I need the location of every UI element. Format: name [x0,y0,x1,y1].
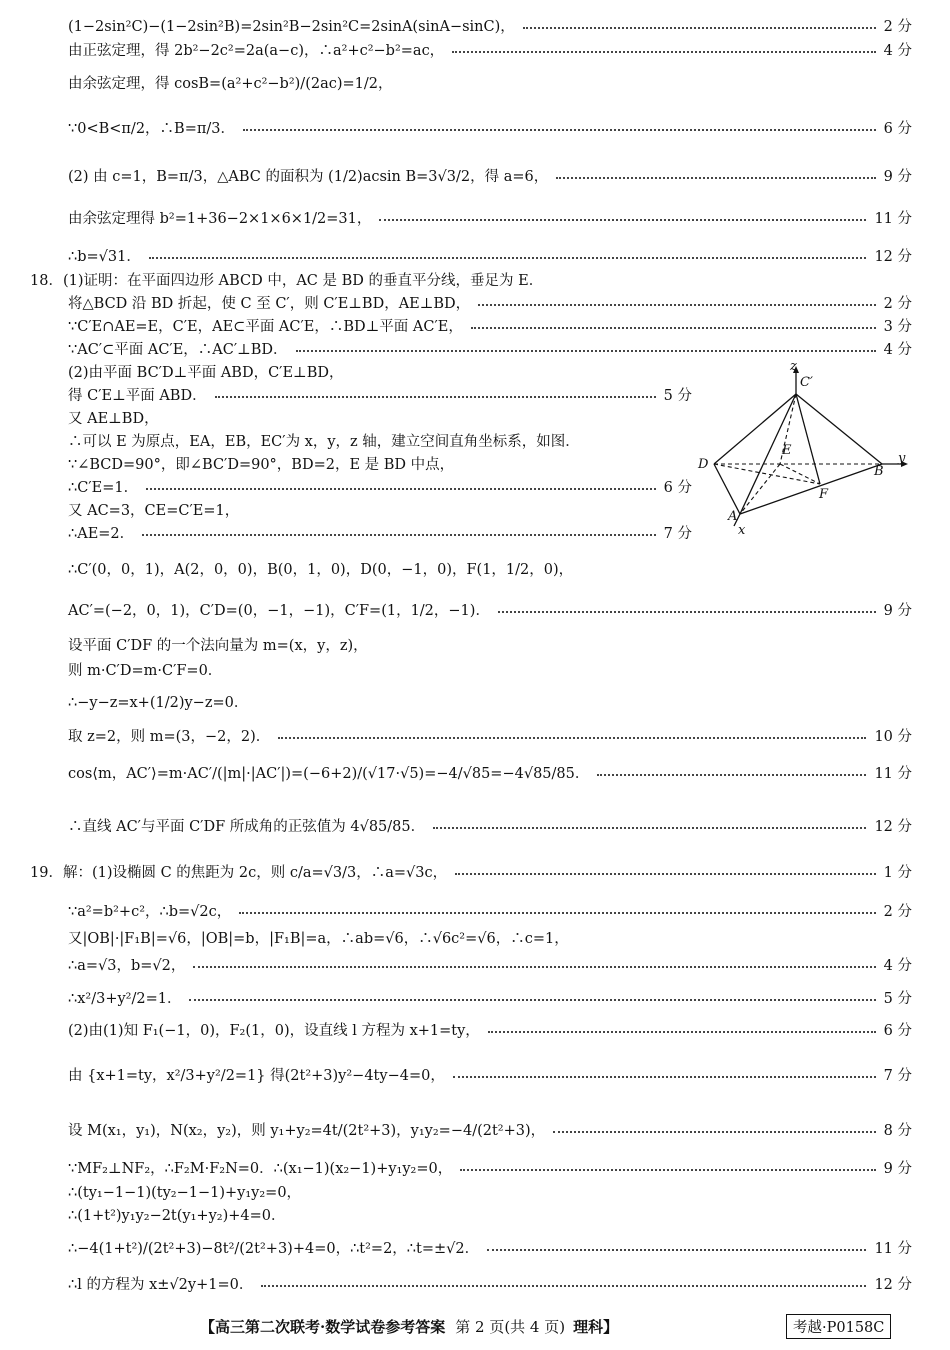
label-x: x [738,523,746,537]
question-19-heading: 19．解：(1)设椭圆 C 的焦距为 2c，则 c/a=√3/3，∴a=√3c， 1 分 [30,865,912,881]
label-d: D [698,457,709,472]
solution-line: ∵∠BCD=90°，即∠BC′D=90°，BD=2，E 是 BD 中点， [68,457,455,473]
solution-line: ∵C′E∩AE=E，C′E，AE⊂平面 AC′E，∴BD⊥平面 AC′E， 3 分 [68,319,912,335]
solution-line: ∴x²/3+y²/2=1． 5 分 [68,991,912,1007]
solution-line: 又 AC=3，CE=C′E=1， [68,503,240,519]
solution-line: 由 {x+1=ty，x²/3+y²/2=1} 得(2t²+3)y²−4ty−4=0， 7 分 [68,1068,912,1084]
edge-cf [796,394,820,484]
solution-line: 由正弦定理，得 2b²−2c²=2a(a−c)，∴a²+c²−b²=ac， 4 分 [68,43,912,59]
solution-line: ∴(ty₁−1−1)(ty₂−1−1)+y₁y₂=0， [68,1185,302,1201]
label-b: B [874,464,884,479]
label-f: F [819,487,829,502]
edge-cb [796,394,882,464]
solution-line: 设平面 C′DF 的一个法向量为 m=(x，y，z)， [68,638,368,654]
solution-line: 又 AE⊥BD， [68,411,159,427]
edge-da [714,464,740,514]
solution-line: 将△BCD 沿 BD 折起，使 C 至 C′，则 C′E⊥BD，AE⊥BD， 2 分 [68,296,912,312]
solution-line: ∴C′(0，0，1)，A(2，0，0)，B(0，1，0)，D(0，−1，0)，F(1，1/2，0)， [68,562,574,578]
solution-line: 则 m·C′D=m·C′F=0． [68,663,223,679]
label-a: A [728,509,738,524]
solution-line: 由余弦定理，得 cosB=(a²+c²−b²)/(2ac)=1/2， [68,76,393,92]
solution-line: ∴(1+t²)y₁y₂−2t(y₁+y₂)+4=0． [68,1208,286,1224]
solution-line: 又|OB|·|F₁B|=√6，|OB|=b，|F₁B|=a，∴ab=√6，∴√6c²=√6，∴c=1， [68,931,569,947]
solution-line: (2) 由 c=1，B=π/3，△ABC 的面积为 (1/2)acsin B=3√3/2，得 a=6， 9 分 [68,169,912,185]
solution-line: ∴可以 E 为原点，EA，EB，EC′为 x，y，z 轴，建立空间直角坐标系，如图． [68,434,580,450]
footer-subject: 理科】 [573,1318,619,1336]
solution-line: (2)由(1)知 F₁(−1，0)，F₂(1，0)，设直线 l 方程为 x+1=ty， 6 分 [68,1023,912,1039]
solution-line: ∴AE=2． 7 分 [68,526,692,542]
page-footer [200,1316,618,1337]
solution-line: ∵a²=b²+c²，∴b=√2c， 2 分 [68,904,912,920]
solution-line: ∴C′E=1． 6 分 [68,480,692,496]
solution-line: (1−2sin²C)−(1−2sin²B)=2sin²B−2sin²C=2sinA(sinA−sinC)， 2 分 [68,19,912,35]
solution-line: cos⟨m，AC′⟩=m·AC′/(|m|·|AC′|)=(−6+2)/(√17·√5)=−4/√85=−4√85/85． 11 分 [68,766,912,782]
solution-line: 由余弦定理得 b²=1+36−2×1×6×1/2=31， 11 分 [68,211,912,227]
solution-line: 取 z=2，则 m=(3，−2，2)． 10 分 [68,729,912,745]
solution-line: ∵MF₂⊥NF₂，∴F₂M·F₂N=0．∴(x₁−1)(x₂−1)+y₁y₂=0， 9 分 [68,1161,912,1177]
solution-line: ∵AC′⊂平面 AC′E，∴AC′⊥BD． 4 分 [68,342,912,358]
solution-line: ∴b=√31． 12 分 [68,249,912,265]
solution-line: AC′=(−2，0，1)，C′D=(0，−1，−1)，C′F=(1，1/2，−1)． 9 分 [68,603,912,619]
label-z: z [790,362,797,374]
solution-line: 得 C′E⊥平面 ABD． 5 分 [68,388,692,404]
solution-line: ∴直线 AC′与平面 C′DF 所成角的正弦值为 4√85/85． 12 分 [68,819,912,835]
edge-ab [740,464,882,514]
solution-line: ∴a=√3，b=√2， 4 分 [68,958,912,974]
footer-page-number: 第 2 页(共 4 页) [455,1318,566,1336]
label-y: y [898,451,906,466]
label-e: E [782,443,792,458]
pyramid-figure [696,362,911,537]
solution-line: ∴−y−z=x+(1/2)y−z=0． [68,695,249,711]
solution-line: 设 M(x₁，y₁)，N(x₂，y₂)，则 y₁+y₂=4t/(2t²+3)，y₁y₂=−4/(2t²+3)， 8 分 [68,1123,912,1139]
solution-line: ∵0<B<π/2，∴B=π/3． 6 分 [68,121,912,137]
label-c-prime: C′ [800,375,813,390]
edge-ef [780,464,820,484]
footer-title: 【高三第二次联考·数学试卷参考答案 [200,1318,446,1336]
solution-line: ∴l 的方程为 x±√2y+1=0． 12 分 [68,1277,912,1293]
exam-code-box: 考越·P0158C [786,1314,891,1339]
solution-line: ∴−4(1+t²)/(2t²+3)−8t²/(2t²+3)+4=0，∴t²=2，∴t=±√2． 11 分 [68,1241,912,1257]
question-18-heading: 18．(1)证明：在平面四边形 ABCD 中，AC 是 BD 的垂直平分线，垂足为 E． [30,273,544,289]
solution-line: (2)由平面 BC′D⊥平面 ABD，C′E⊥BD， [68,365,344,381]
